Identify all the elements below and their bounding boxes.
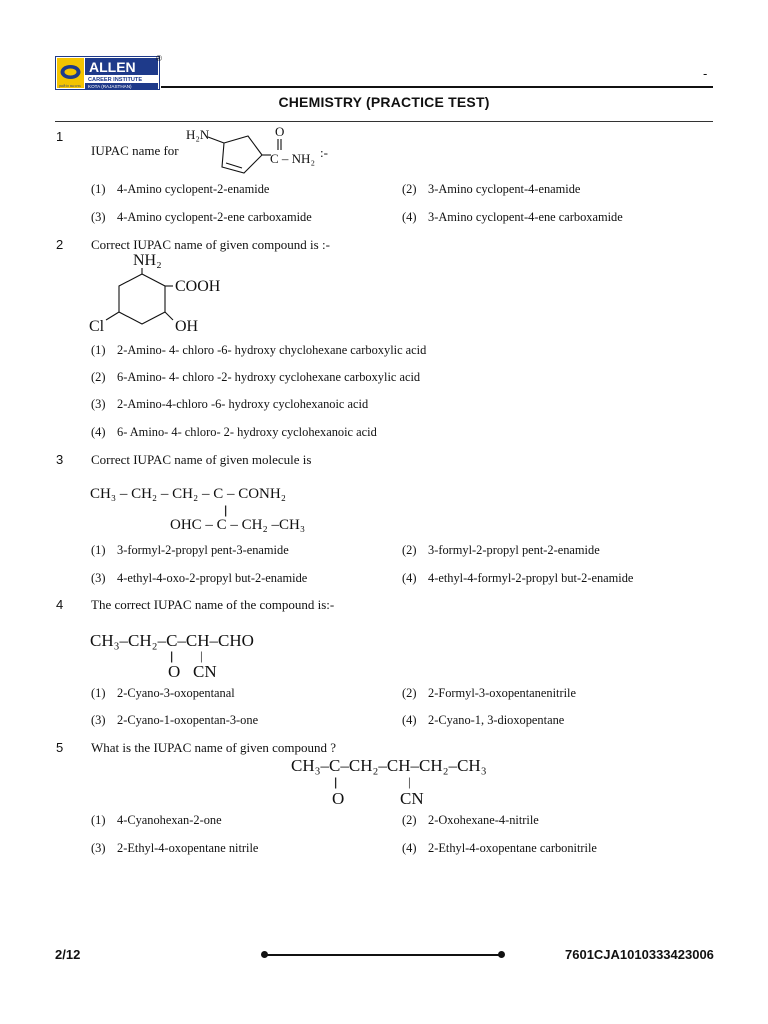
formula-double-bond: || xyxy=(334,774,336,789)
formula-single-bond: | xyxy=(408,774,411,789)
question-number: 4 xyxy=(56,597,64,612)
logo-line2: KOTA (RAJASTHAN) xyxy=(88,84,132,89)
structure-label-amide: C – NH₂ xyxy=(270,151,315,166)
question-number: 5 xyxy=(56,740,64,755)
formula-cyano: CN xyxy=(400,789,424,808)
option-1 xyxy=(91,813,222,828)
formula-oxygen: O xyxy=(168,662,181,681)
option-number: (1) xyxy=(91,543,106,557)
option-4 xyxy=(402,210,623,225)
option-number: (2) xyxy=(402,686,417,700)
allen-logo-graphic xyxy=(55,56,161,90)
option-text: 2-Oxohexane-4-nitrile xyxy=(428,813,539,827)
question-text: The correct IUPAC name of the compound is:- xyxy=(91,597,335,612)
option-2 xyxy=(402,813,539,828)
option-number: (3) xyxy=(91,841,106,855)
option-number: (2) xyxy=(91,370,106,384)
logo-brand: ALLEN xyxy=(89,59,136,75)
question-text: IUPAC name for xyxy=(91,143,179,158)
registered-mark: ® xyxy=(156,54,162,63)
formula-single-bond: | xyxy=(200,648,203,663)
option-number: (4) xyxy=(402,713,417,727)
option-number: (4) xyxy=(91,425,106,439)
option-1 xyxy=(91,686,235,701)
logo-tagline: path to success xyxy=(59,84,81,88)
structure-label-cl: Cl xyxy=(89,318,105,335)
structure-label-cooh: COOH xyxy=(175,278,221,295)
structure-label-oxygen: O xyxy=(275,124,285,139)
option-text: 3-formyl-2-propyl pent-3-enamide xyxy=(117,543,289,557)
option-text: 3-Amino cyclopent-4-enamide xyxy=(428,182,581,196)
structure-label-oh: OH xyxy=(175,318,199,335)
option-number: (4) xyxy=(402,210,417,224)
option-number: (4) xyxy=(402,571,417,585)
option-number: (2) xyxy=(402,813,417,827)
ring-drawing xyxy=(89,252,239,340)
structure-label-nh2: NH₂ xyxy=(133,252,162,269)
question-text: What is the IUPAC name of given compound ? xyxy=(91,740,337,755)
page-number: 2/12 xyxy=(55,947,81,962)
formula-line-1: CH₃–CH₂–C–CH–CHO xyxy=(90,631,254,650)
formula-double-bond: || xyxy=(170,648,172,663)
option-number: (1) xyxy=(91,343,106,357)
formula-cyano: CN xyxy=(193,662,217,681)
question-number: 3 xyxy=(56,452,64,467)
option-2 xyxy=(402,543,600,558)
question-number: 1 xyxy=(56,129,64,144)
formula-line-2: OHC – C – CH₂ –CH₃ xyxy=(170,517,306,533)
allen-logo xyxy=(55,56,161,90)
option-text: 4-ethyl-4-formyl-2-propyl but-2-enamide xyxy=(428,571,634,585)
option-number: (3) xyxy=(91,210,106,224)
question-text: Correct IUPAC name of given molecule is xyxy=(91,452,312,467)
paper-code: 7601CJA1010333423006 xyxy=(565,947,714,962)
option-4 xyxy=(402,571,633,586)
option-2 xyxy=(402,182,580,197)
option-3 xyxy=(91,713,258,728)
option-4 xyxy=(91,425,377,440)
option-number: (2) xyxy=(402,182,417,196)
option-number: (1) xyxy=(91,686,106,700)
option-2 xyxy=(91,370,420,385)
option-3 xyxy=(91,841,258,856)
formula-oxygen: O xyxy=(332,789,345,808)
page-title: CHEMISTRY (PRACTICE TEST) xyxy=(278,94,490,110)
option-text: 6-Amino- 4- chloro -2- hydroxy cyclohexane carboxylic acid xyxy=(117,370,421,384)
option-text: 2-Ethyl-4-oxopentane nitrile xyxy=(117,841,259,855)
option-number: (1) xyxy=(91,182,106,196)
option-number: (3) xyxy=(91,571,106,585)
option-4 xyxy=(402,841,597,856)
header-corner-mark: - xyxy=(703,66,708,81)
ring-drawing xyxy=(186,125,336,181)
option-number: (2) xyxy=(402,543,417,557)
option-text: 3-Amino cyclopent-4-ene carboxamide xyxy=(428,210,623,224)
option-text: 2-Cyano-1, 3-dioxopentane xyxy=(428,713,565,727)
option-1 xyxy=(91,182,269,197)
question-number: 2 xyxy=(56,237,64,252)
option-2 xyxy=(402,686,576,701)
option-text: 4-Cyanohexan-2-one xyxy=(117,813,222,827)
structure-label-amine: H₂N xyxy=(186,127,210,142)
option-3 xyxy=(91,397,368,412)
option-text: 2-Formyl-3-oxopentanenitrile xyxy=(428,686,576,700)
option-text: 2-Amino- 4- chloro -6- hydroxy chyclohexane carboxylic acid xyxy=(117,343,427,357)
formula-double-bond: || xyxy=(224,502,226,517)
option-3 xyxy=(91,210,312,225)
option-number: (3) xyxy=(91,713,106,727)
header-rule xyxy=(161,86,713,88)
option-text: 4-ethyl-4-oxo-2-propyl but-2-enamide xyxy=(117,571,308,585)
option-3 xyxy=(91,571,307,586)
option-1 xyxy=(91,543,289,558)
structure-suffix: :- xyxy=(320,145,328,160)
option-text: 4-Amino cyclopent-2-ene carboxamide xyxy=(117,210,312,224)
option-text: 2-Cyano-1-oxopentan-3-one xyxy=(117,713,259,727)
option-1 xyxy=(91,343,426,358)
option-4 xyxy=(402,713,564,728)
option-number: (1) xyxy=(91,813,106,827)
option-text: 2-Amino-4-chloro -6- hydroxy cyclohexanoic acid xyxy=(117,397,369,411)
option-text: 2-Cyano-3-oxopentanal xyxy=(117,686,235,700)
title-divider xyxy=(55,121,713,122)
cyclohexane-structure xyxy=(89,252,239,340)
option-text: 6- Amino- 4- chloro- 2- hydroxy cyclohexanoic acid xyxy=(117,425,377,439)
question-text: Correct IUPAC name of given compound is :- xyxy=(91,237,330,252)
footer-divider xyxy=(265,954,501,956)
option-text: 3-formyl-2-propyl pent-2-enamide xyxy=(428,543,600,557)
formula-line-1: CH₃–C–CH₂–CH–CH₂–CH₃ xyxy=(291,756,487,775)
option-text: 2-Ethyl-4-oxopentane carbonitrile xyxy=(428,841,597,855)
logo-line1: CAREER INSTITUTE xyxy=(88,77,143,83)
formula-line-1: CH₃ – CH₂ – CH₂ – C – CONH₂ xyxy=(90,486,286,502)
cyclopentene-structure xyxy=(186,125,336,181)
option-number: (3) xyxy=(91,397,106,411)
footer-dot-left xyxy=(261,951,268,958)
option-number: (4) xyxy=(402,841,417,855)
option-text: 4-Amino cyclopent-2-enamide xyxy=(117,182,270,196)
footer-dot-right xyxy=(498,951,505,958)
